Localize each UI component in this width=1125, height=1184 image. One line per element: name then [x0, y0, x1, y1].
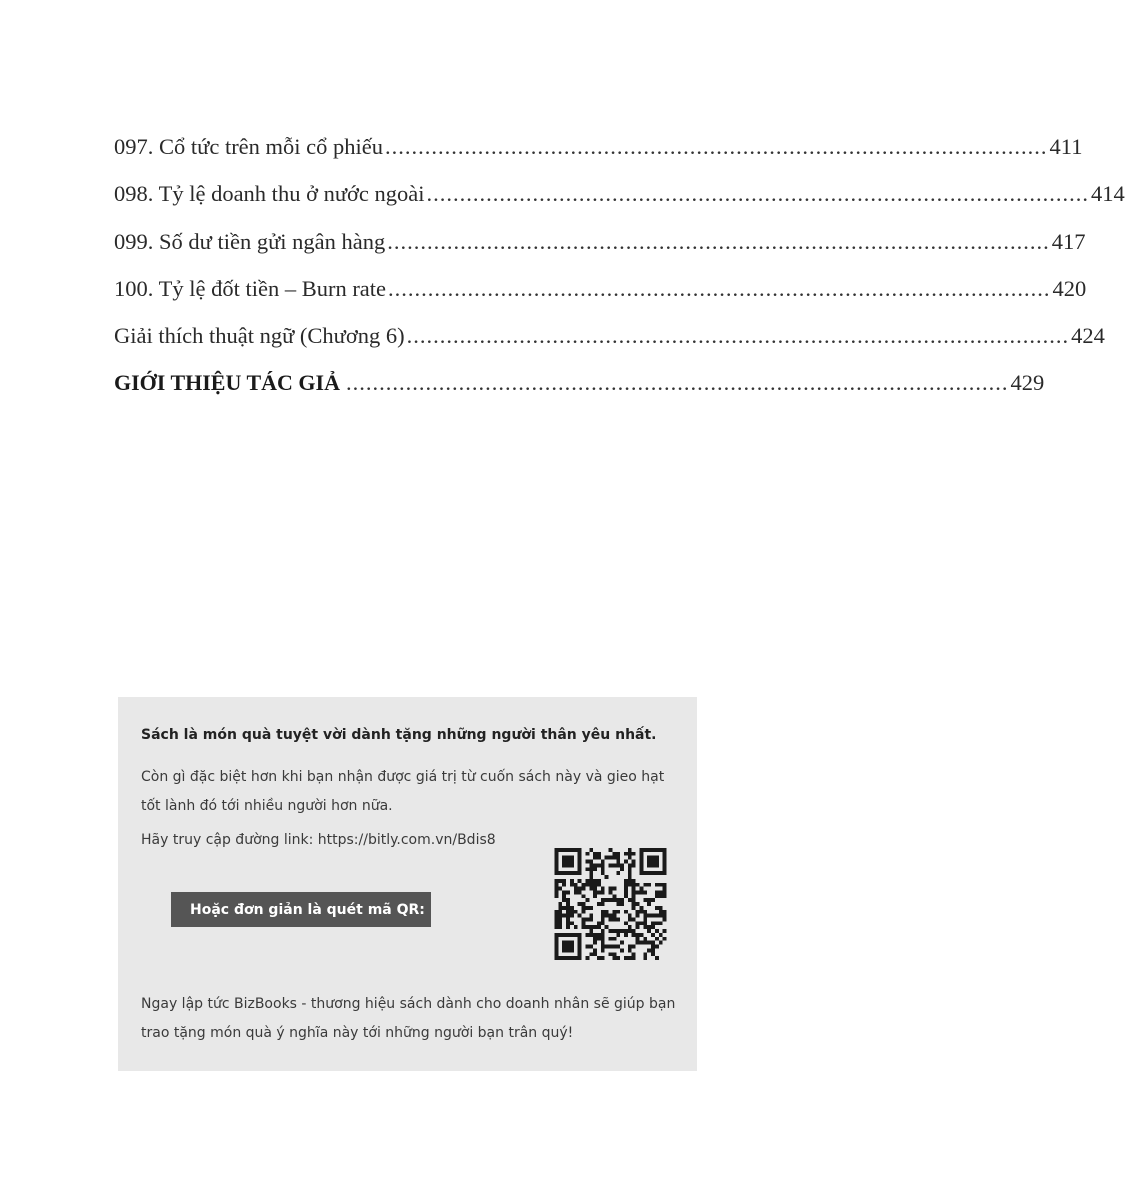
dot-leader: .................................................................................................... [388, 275, 1051, 301]
promo-headline: Sách là món quà tuyệt vời dành tặng những người thân yêu nhất. [141, 727, 657, 743]
dot-leader: .................................................................................................... [426, 181, 1090, 207]
toc-entry-page: 429 [1010, 370, 1045, 396]
toc-entry-098[interactable] [114, 174, 1125, 221]
dot-leader: .................................................................................................... [385, 134, 1048, 159]
toc-entry-author[interactable] [114, 363, 1045, 410]
toc-entry-title: 098. Tỷ lệ doanh thu ở nước ngoài [114, 181, 425, 207]
toc-entry-page: 424 [1071, 323, 1105, 349]
toc-entry-099[interactable] [114, 222, 1086, 269]
toc-entry-page: 420 [1052, 275, 1087, 301]
dot-leader: .................................................................................................... [345, 370, 1009, 396]
qr-label-button: Hoặc đơn giản là quét mã QR: [171, 892, 431, 927]
toc-entry-title: 100. Tỷ lệ đốt tiền – Burn rate [114, 275, 387, 301]
toc-entry-title: 099. Số dư tiền gửi ngân hàng [114, 228, 386, 254]
toc-entry-title: 097. Cổ tức trên mỗi cổ phiếu [114, 134, 384, 159]
toc-entry-097[interactable] [114, 127, 1083, 174]
toc-entry-title: GIỚI THIỆU TÁC GIẢ [114, 370, 340, 396]
toc-entry-glossary[interactable] [114, 316, 1105, 363]
gift-promo-box [118, 697, 697, 1071]
promo-link[interactable]: Hãy truy cập đường link: https://bitly.com.vn/Bdis8 [141, 832, 496, 848]
toc-entry-100[interactable] [114, 269, 1087, 316]
dot-leader: .................................................................................................... [387, 228, 1050, 254]
promo-paragraph: Còn gì đặc biệt hơn khi bạn nhận được giá trị từ cuốn sách này và gieo hạt tốt lành đó tới nhiều người hơn nữa. [141, 769, 665, 814]
toc-entry-page: 417 [1051, 228, 1086, 254]
dot-leader: .................................................................................................... [406, 323, 1070, 349]
table-of-contents [114, 127, 1125, 411]
toc-entry-page: 411 [1049, 134, 1083, 159]
promo-footer: Ngay lập tức BizBooks - thương hiệu sách dành cho doanh nhân sẽ giúp bạn trao tặng món quà ý nghĩa này tới những người bạn trân quý! [141, 996, 676, 1041]
toc-entry-title: Giải thích thuật ngữ (Chương 6) [114, 323, 405, 349]
toc-entry-page: 414 [1091, 181, 1125, 207]
qr-code-icon[interactable] [554, 848, 667, 960]
